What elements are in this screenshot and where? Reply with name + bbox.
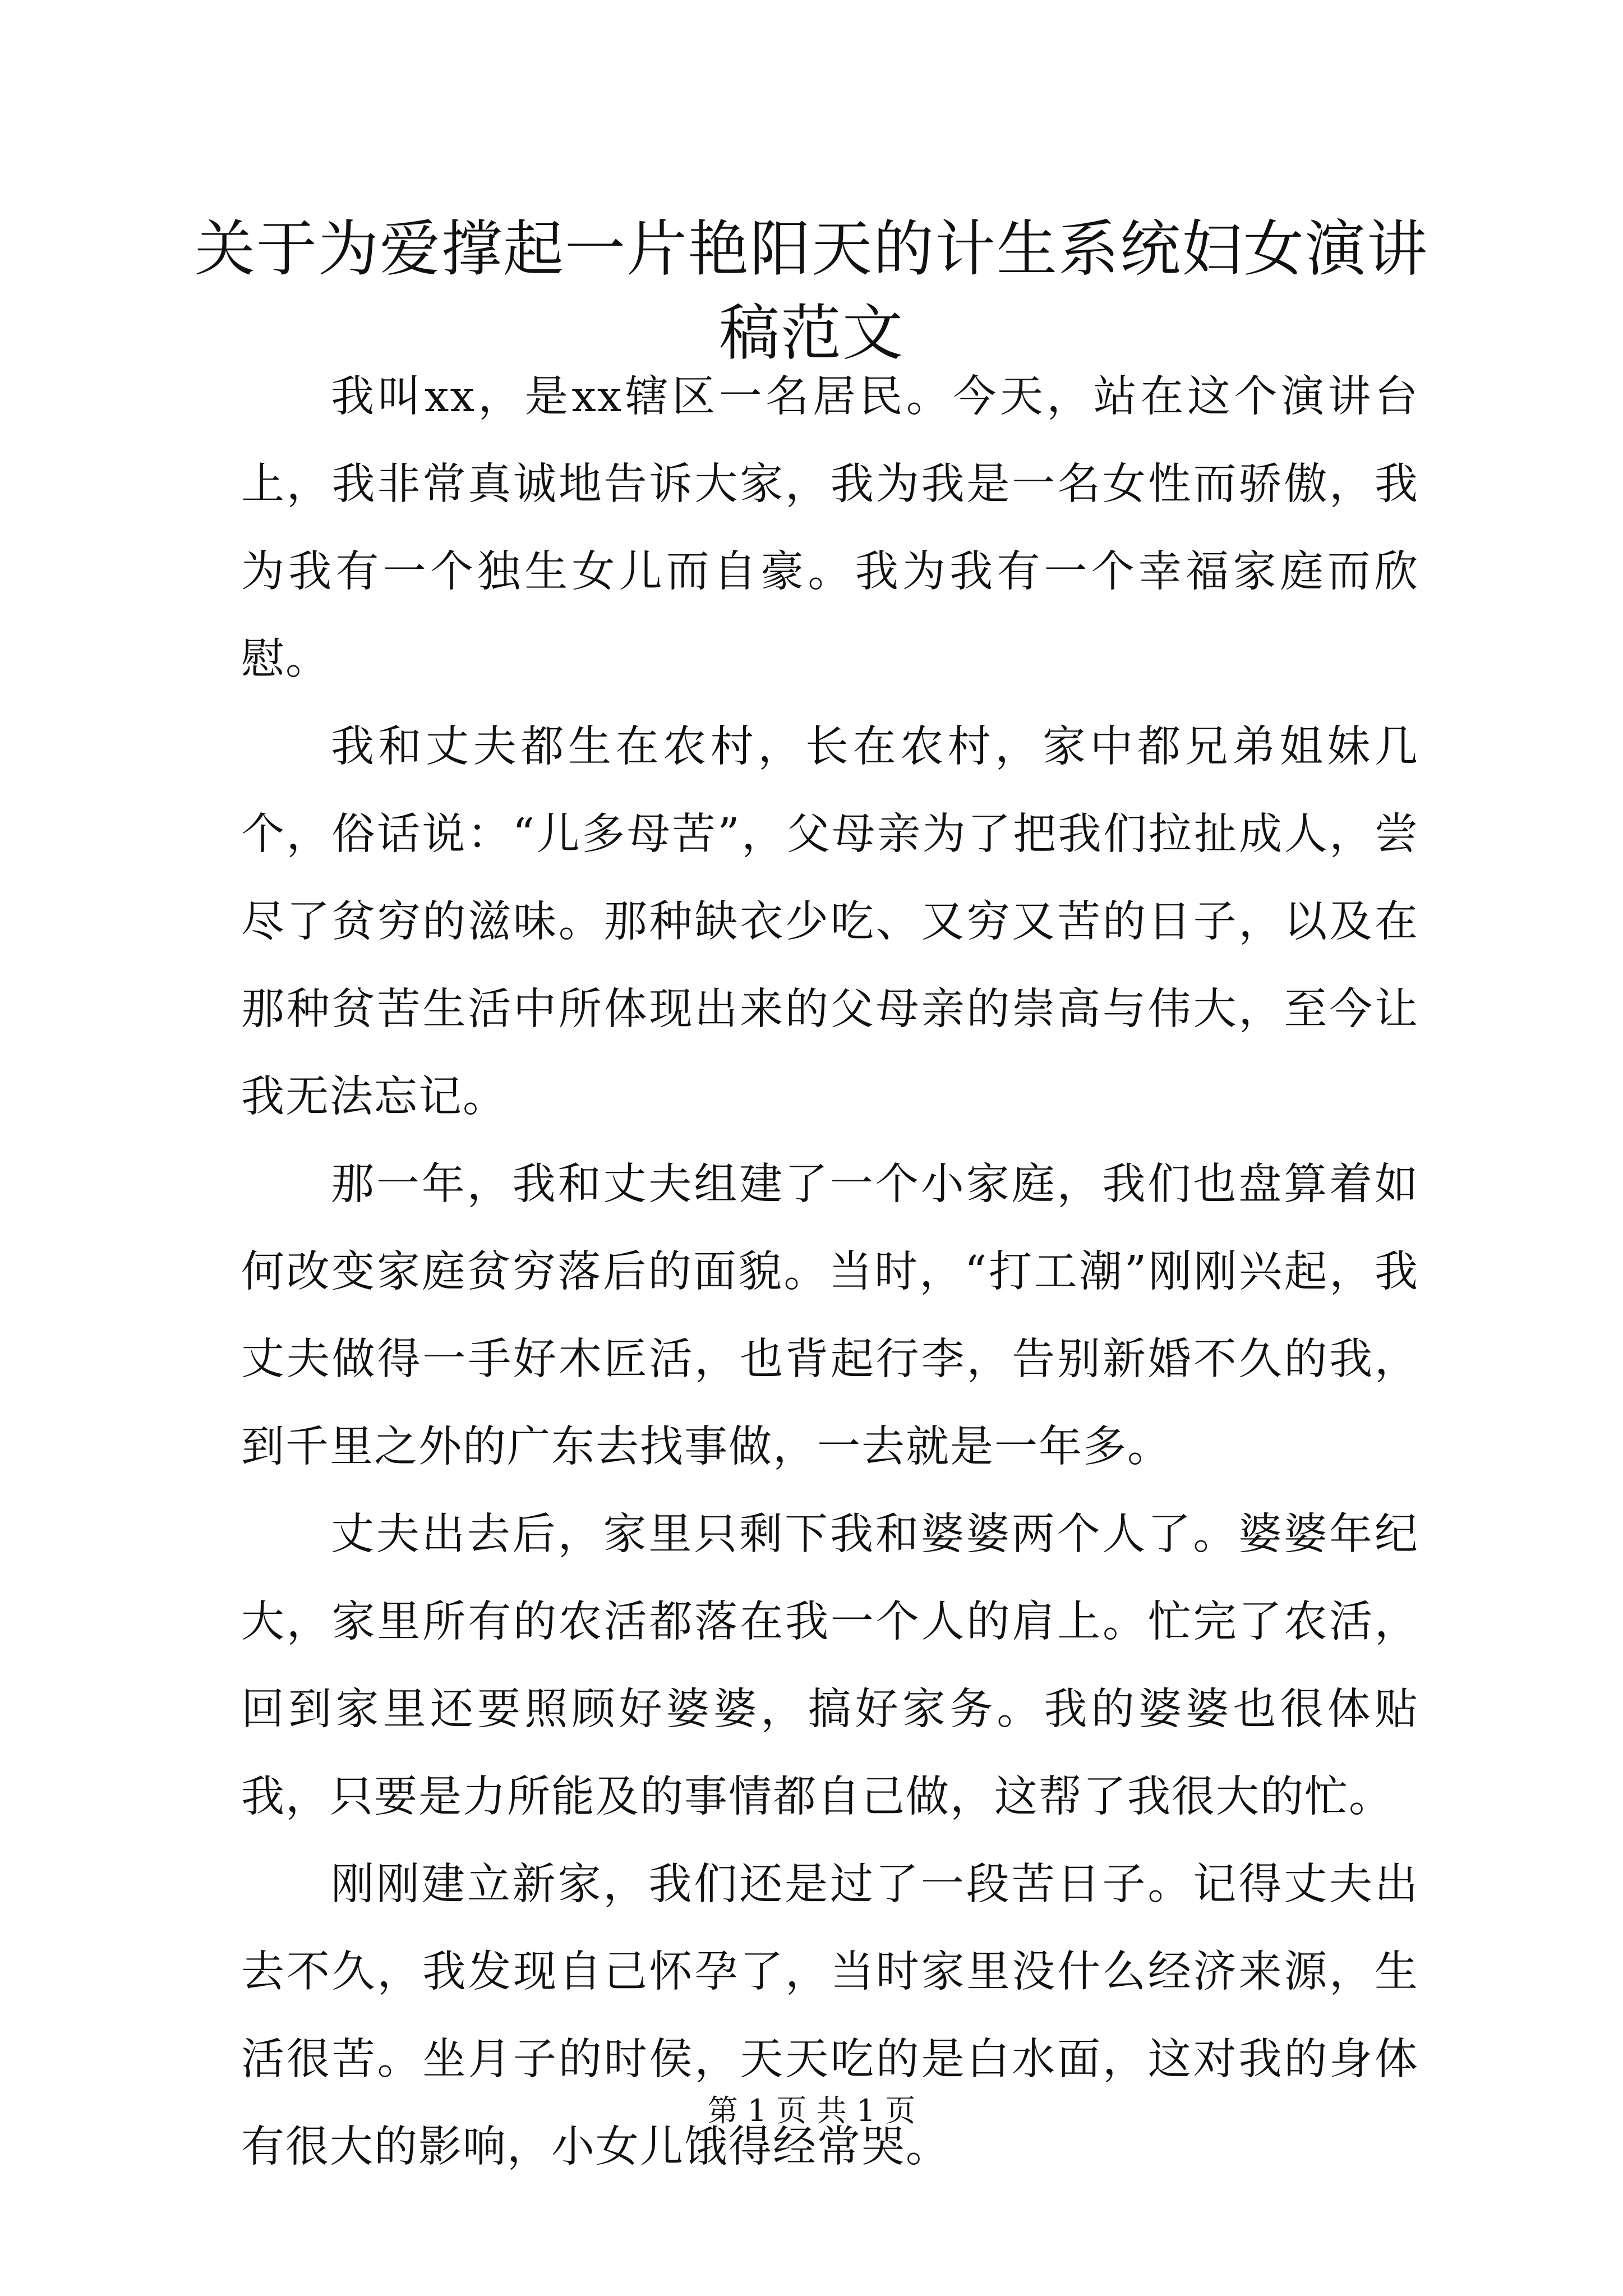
page-footer: 第 1 页 共 1 页: [707, 2093, 916, 2128]
body-paragraph: 丈夫出去后，家里只剩下我和婆婆两个人了。婆婆年纪大，家里所有的农活都落在我一个人的肩上。忙完了农活，回到家里还要照顾好婆婆，搞好家务。我的婆婆也很体贴我，只要是力所能及的事情都自己做，这帮了我很大的忙。: [241, 1510, 1419, 1822]
body-paragraph: 我和丈夫都生在农村，长在农村，家中都兄弟姐妹几个，俗话说：“儿多母苦”，父母亲为了把我们拉扯成人，尝尽了贫穷的滋味。那种缺衣少吃、又穷又苦的日子，以及在那种贫苦生活中所体现出来的父母亲的崇高与伟大，至今让我无法忘记。: [241, 722, 1419, 1122]
document-title: 关于为爱撑起一片艳阳天的计生系统妇女演讲稿范文: [194, 214, 1428, 369]
body-paragraph: 那一年，我和丈夫组建了一个小家庭，我们也盘算着如何改变家庭贫穷落后的面貌。当时，“打工潮”刚刚兴起，我丈夫做得一手好木匠活，也背起行李，告别新婚不久的我，到千里之外的广东去找事做，一去就是一年多。: [241, 1159, 1419, 1472]
body-paragraph: 刚刚建立新家，我们还是过了一段苦日子。记得丈夫出去不久，我发现自己怀孕了，当时家里没什么经济来源，生活很苦。坐月子的时侯，天天吃的是白水面，这对我的身体有很大的影响，小女儿饿得经常哭。: [241, 1860, 1419, 2172]
body-paragraph: 我叫xx，是xx辖区一名居民。今天，站在这个演讲台上，我非常真诚地告诉大家，我为我是一名女性而骄傲，我为我有一个独生女儿而自豪。我为我有一个幸福家庭而欣慰。: [241, 372, 1419, 684]
document-body: [241, 353, 1419, 2191]
